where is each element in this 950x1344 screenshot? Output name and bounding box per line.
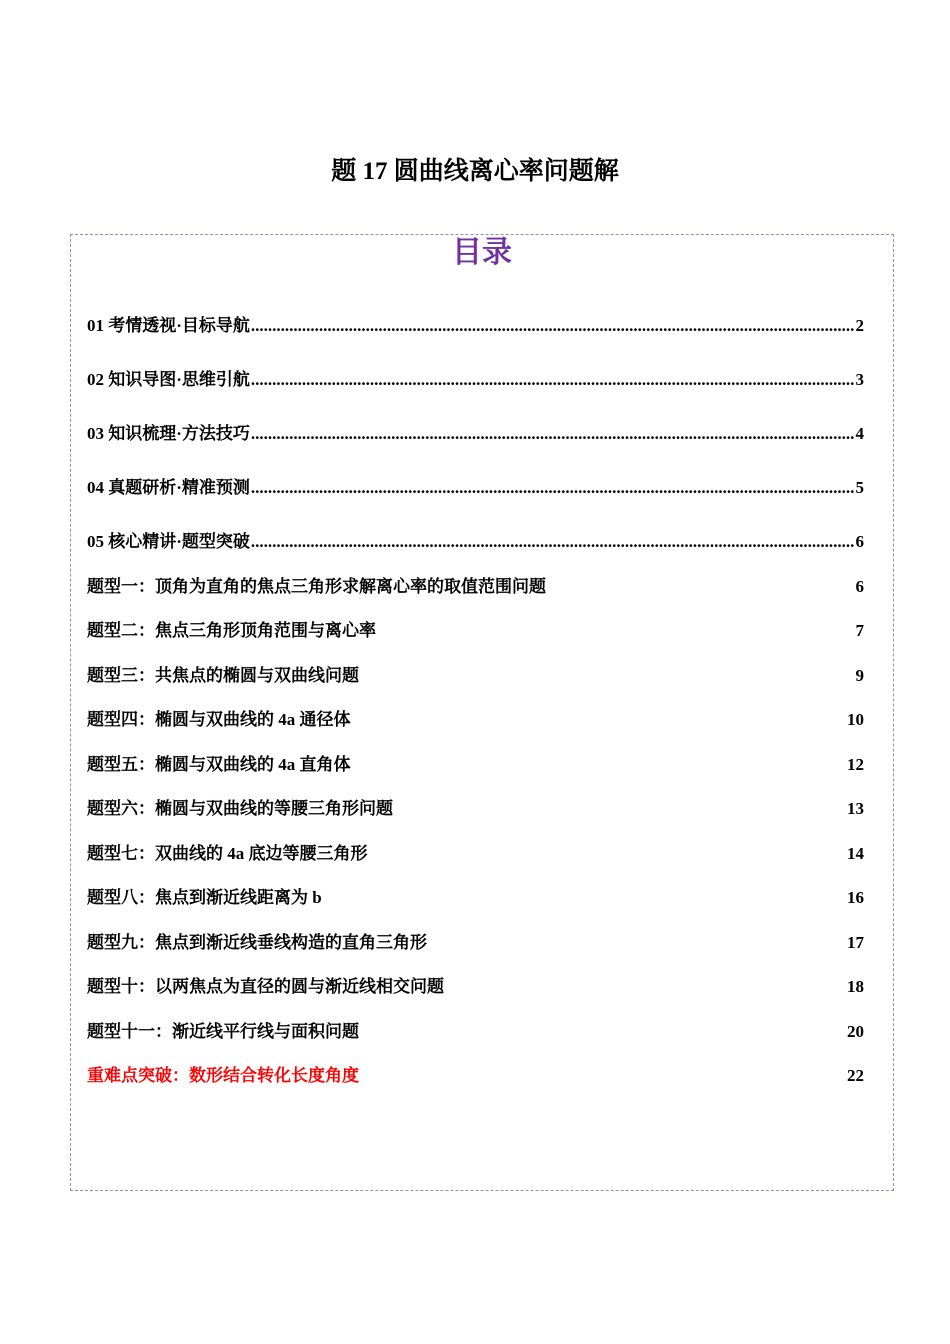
toc-page-number: 7 [855,621,864,640]
toc-page-number: 6 [855,577,864,596]
toc-type-10[interactable] [87,974,864,1000]
toc-type-11[interactable] [87,1019,864,1045]
toc-entry-label: 题型四：椭圆与双曲线的 4a 通径体 [87,710,351,729]
toc-entry-label: 题型五：椭圆与双曲线的 4a 直角体 [87,755,351,774]
toc-entry-label: 题型十一：渐近线平行线与面积问题 [87,1022,359,1041]
toc-type-5[interactable] [87,752,864,778]
toc-type-6[interactable] [87,796,864,822]
toc-type-1[interactable] [87,574,864,600]
toc-type-9[interactable] [87,930,864,956]
toc-page-number: 16 [847,888,864,907]
toc-page-number: 17 [847,933,864,952]
toc-type-7[interactable] [87,841,864,867]
toc-page-number: 3 [855,370,864,389]
toc-page-number: 6 [855,532,864,551]
toc-entry-label: 01 考情透视·目标导航 [87,316,250,335]
toc-entry-label: 题型三：共焦点的椭圆与双曲线问题 [87,666,359,685]
toc-entry-label: 题型八：焦点到渐近线距离为 b [87,888,322,907]
toc-page-number: 10 [847,710,864,729]
toc-section-02[interactable] [87,367,864,393]
toc-dot-leader [251,529,855,555]
toc-dot-leader [251,475,855,501]
toc-heading: 目录 [452,235,512,270]
toc-page-number: 14 [847,844,864,863]
toc-page-number: 5 [855,478,864,497]
toc-page-number: 13 [847,799,864,818]
toc-entry-label: 题型六：椭圆与双曲线的等腰三角形问题 [87,799,393,818]
toc-section-04[interactable] [87,475,864,501]
toc-type-8[interactable] [87,885,864,911]
toc-entry-label: 题型一：顶角为直角的焦点三角形求解离心率的取值范围问题 [87,577,546,596]
toc-type-2[interactable] [87,618,864,644]
toc-type-3[interactable] [87,663,864,689]
toc-dot-leader [251,421,855,447]
toc-entry-label: 05 核心精讲·题型突破 [87,532,250,551]
toc-page-number: 12 [847,755,864,774]
toc-page-number: 9 [855,666,864,685]
document-title: 题 17 圆曲线离心率问题解 [331,158,619,185]
toc-page-number: 2 [855,316,864,335]
toc-dot-leader [251,367,855,393]
toc-highlight-breakthrough[interactable] [87,1063,864,1089]
toc-page-number: 18 [847,977,864,996]
toc-page-number: 20 [847,1022,864,1041]
toc-entry-label: 题型十：以两焦点为直径的圆与渐近线相交问题 [87,977,444,996]
toc-dot-leader [251,313,855,339]
toc-section-03[interactable] [87,421,864,447]
toc-type-4[interactable] [87,707,864,733]
table-of-contents [70,234,894,1191]
toc-entry-label: 题型九：焦点到渐近线垂线构造的直角三角形 [87,933,427,952]
toc-entry-label: 题型七：双曲线的 4a 底边等腰三角形 [87,844,368,863]
toc-page-number: 4 [855,424,864,443]
toc-entry-label: 重难点突破：数形结合转化长度角度 [87,1066,359,1085]
toc-entry-label: 02 知识导图·思维引航 [87,370,250,389]
toc-entry-label: 题型二：焦点三角形顶角范围与离心率 [87,621,376,640]
toc-section-05[interactable] [87,529,864,555]
toc-entry-label: 03 知识梳理·方法技巧 [87,424,250,443]
toc-section-01[interactable] [87,313,864,339]
toc-entry-label: 04 真题研析·精准预测 [87,478,250,497]
toc-page-number: 22 [847,1066,864,1085]
